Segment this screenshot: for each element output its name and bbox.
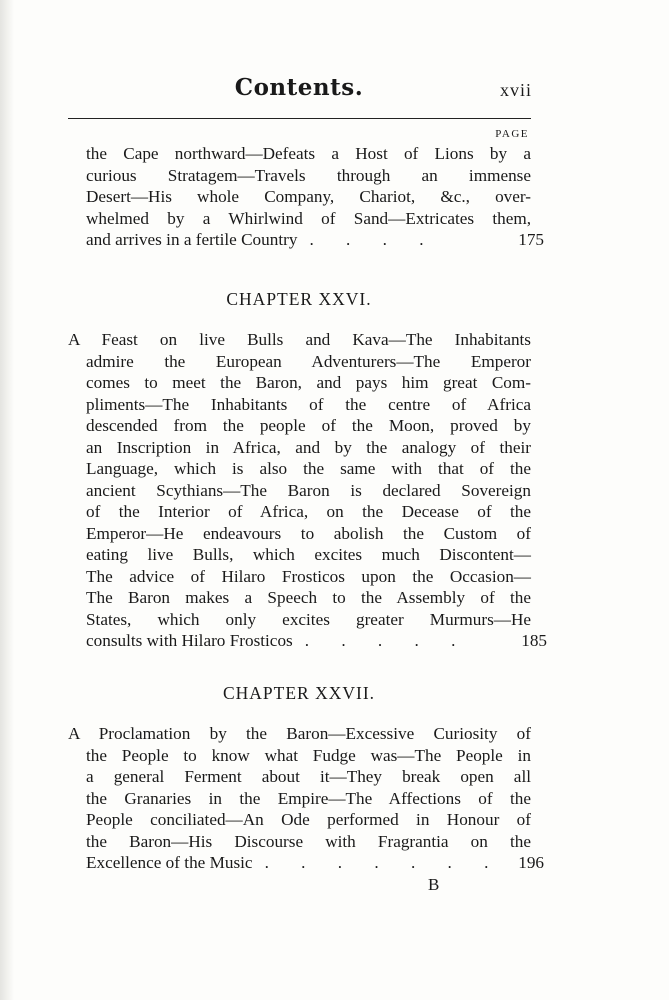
entry-last-text: consults with Hilaro Frosticos [86,631,293,650]
contents-entry-continued [86,143,544,251]
entry-last-line [86,630,547,652]
entry-last-line [86,852,544,874]
entry-line: whelmed by a Whirlwind of Sand—Extricates them, [86,208,531,228]
entry-line: an Inscription in Africa, and by the analogy of their [86,437,531,457]
leader-dots: . . . . . [304,631,470,650]
page-folio: xvii [499,80,532,100]
entry-line: curious Stratagem—Travels through an immense [86,165,531,185]
entry-line: admire the European Adventurers—The Emperor [86,351,531,371]
entry-line: Desert—His whole Company, Chariot, &c., over- [86,187,531,206]
page-column-label: PAGE [495,128,529,140]
contents-entry-chapter-27 [68,723,544,874]
entry-line: of the Interior of Africa, on the Decease of the [86,502,531,521]
entry-line: eating live Bulls, which excites much Discontent— [86,545,531,564]
entry-line: ancient Scythians—The Baron is declared Sovereign [86,480,531,500]
entry-last-text: and arrives in a fertile Country [86,230,298,249]
entry-line: The Baron makes a Speech to the Assembly of the [86,588,531,607]
entry-line: comes to meet the Baron, and pays him great Com- [86,373,531,392]
entry-line: the People to know what Fudge was—The People in [86,745,531,765]
header-rule [68,118,531,119]
entry-first-line: A Proclamation by the Baron—Excessive Curiosity of [68,724,531,743]
entry-line: pliments—The Inhabitants of the centre of Africa [86,394,531,414]
entry-line: Emperor—He endeavours to abolish the Custom of [86,523,531,543]
entry-line: Language, which is also the same with that of the [86,459,531,478]
entry-line: the Granaries in the Empire—The Affections of the [86,788,531,808]
entry-line: The advice of Hilaro Frosticos upon the Occasion— [86,566,531,586]
entry-last-text: Excellence of the Music [86,853,253,872]
entry-page-number: 185 [521,631,547,650]
leader-dots: . . . . [309,230,438,249]
running-head [68,72,530,108]
entry-page-number: 175 [518,230,544,249]
entry-line: the Cape northward—Defeats a Host of Lions by a [86,144,531,163]
entry-line: the Baron—His Discourse with Fragrantia on the [86,831,531,851]
entry-line: a general Ferment about it—They break open all [86,767,531,786]
gutter-shadow [0,0,14,1000]
chapter-heading: CHAPTER XXVII. [222,683,376,703]
entry-last-line [86,229,544,251]
entry-line: People conciliated—An Ode performed in Honour of [86,810,531,829]
entry-page-number: 196 [518,853,544,872]
entry-line: States, which only excites greater Murmurs—He [86,609,531,629]
signature-mark: B [428,875,440,894]
chapter-heading: CHAPTER XXVI. [226,289,372,309]
contents-entry-chapter-26 [68,329,547,652]
running-title: Contents. [234,74,364,101]
entry-first-line: A Feast on live Bulls and Kava—The Inhabitants [68,330,531,349]
leader-dots: . . . . . . . [264,853,503,872]
entry-line: descended from the people of the Moon, proved by [86,416,531,435]
